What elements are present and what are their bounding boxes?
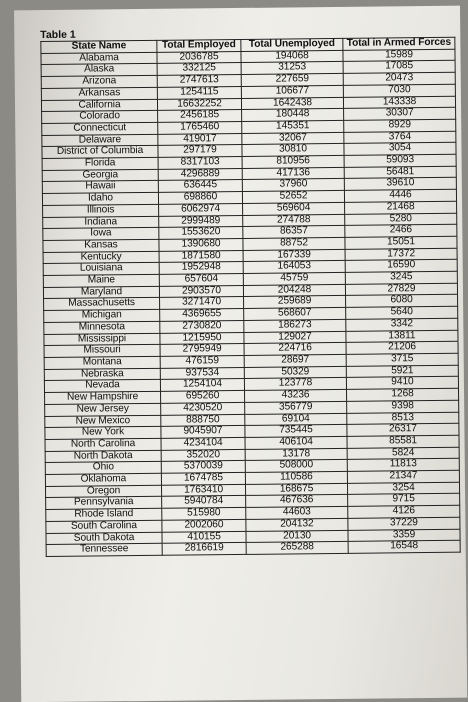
- armed-forces-cell: 39610: [344, 178, 456, 191]
- unemployed-cell: 406104: [245, 436, 347, 449]
- state-name-cell: Oklahoma: [45, 473, 161, 486]
- state-name-cell: Maine: [43, 274, 159, 287]
- state-name-cell: Iowa: [43, 228, 159, 241]
- state-name-cell: Florida: [42, 157, 158, 170]
- state-name-cell: Alaska: [41, 64, 157, 77]
- employed-cell: 515980: [162, 508, 246, 521]
- employed-cell: 4230520: [161, 402, 245, 415]
- state-name-cell: Kentucky: [43, 251, 159, 264]
- employed-cell: 1674785: [161, 472, 245, 485]
- state-name-cell: New Mexico: [45, 415, 161, 428]
- state-name-cell: Delaware: [42, 134, 158, 147]
- unemployed-cell: 52652: [242, 191, 344, 204]
- unemployed-cell: 44603: [246, 506, 348, 519]
- state-name-cell: Georgia: [42, 169, 158, 182]
- employed-cell: 1871580: [159, 250, 243, 263]
- employed-cell: 9045907: [161, 426, 245, 439]
- armed-forces-cell: 3254: [347, 482, 459, 495]
- state-name-cell: Kansas: [43, 239, 159, 252]
- employed-cell: 937534: [160, 367, 244, 380]
- state-name-cell: Massachusetts: [44, 298, 160, 311]
- armed-forces-cell: 30307: [344, 107, 456, 120]
- unemployed-cell: 106677: [241, 85, 343, 98]
- state-name-cell: Indiana: [43, 216, 159, 229]
- employed-cell: 332125: [157, 63, 241, 76]
- employed-cell: 2903570: [159, 285, 243, 298]
- state-name-cell: Louisiana: [43, 263, 159, 276]
- state-name-cell: Mississippi: [44, 333, 160, 346]
- unemployed-cell: 129027: [244, 331, 346, 344]
- employed-cell: 6062974: [159, 203, 243, 216]
- armed-forces-cell: 21206: [346, 341, 458, 354]
- unemployed-cell: 417136: [242, 167, 344, 180]
- armed-forces-cell: 8513: [347, 412, 459, 425]
- unemployed-cell: 204248: [243, 284, 345, 297]
- state-name-cell: District of Columbia: [42, 146, 158, 159]
- employed-cell: 476159: [160, 355, 244, 368]
- table-caption: Table 1: [40, 28, 76, 42]
- unemployed-cell: 204132: [246, 518, 348, 531]
- unemployed-cell: 180448: [242, 109, 344, 122]
- armed-forces-cell: 143338: [343, 96, 455, 109]
- employed-cell: 2002060: [162, 519, 246, 532]
- unemployed-cell: 467636: [246, 495, 348, 508]
- employed-cell: 352020: [161, 449, 245, 462]
- data-table: [40, 37, 460, 557]
- state-name-cell: North Dakota: [45, 450, 161, 463]
- state-name-cell: Illinois: [43, 204, 159, 217]
- unemployed-cell: 810956: [242, 155, 344, 168]
- state-name-cell: Arizona: [41, 75, 157, 88]
- armed-forces-cell: 17372: [345, 248, 457, 261]
- state-name-cell: Nevada: [44, 380, 160, 393]
- column-header-armed-forces: Total in Armed Forces: [343, 37, 455, 50]
- armed-forces-cell: 9715: [348, 494, 460, 507]
- employed-cell: 2999489: [159, 215, 243, 228]
- employed-cell: 698860: [158, 192, 242, 205]
- employed-cell: 636445: [158, 180, 242, 193]
- employed-cell: 5370039: [161, 461, 245, 474]
- unemployed-cell: 265288: [246, 542, 348, 555]
- unemployed-cell: 20130: [246, 530, 348, 543]
- unemployed-cell: 110586: [245, 471, 347, 484]
- unemployed-cell: 164053: [243, 261, 345, 274]
- armed-forces-cell: 85581: [347, 435, 459, 448]
- armed-forces-cell: 5280: [345, 213, 457, 226]
- unemployed-cell: 86357: [243, 226, 345, 239]
- unemployed-cell: 43236: [245, 389, 347, 402]
- state-name-cell: Colorado: [42, 111, 158, 124]
- armed-forces-cell: 13811: [346, 330, 458, 343]
- armed-forces-cell: 6080: [346, 295, 458, 308]
- unemployed-cell: 259689: [244, 296, 346, 309]
- armed-forces-cell: 8929: [344, 119, 456, 132]
- unemployed-cell: 186273: [244, 319, 346, 332]
- state-name-cell: Oregon: [45, 485, 161, 498]
- state-name-cell: North Carolina: [45, 438, 161, 451]
- employed-cell: 888750: [161, 414, 245, 427]
- employed-cell: 4369655: [160, 309, 244, 322]
- state-name-cell: Montana: [44, 356, 160, 369]
- state-name-cell: Arkansas: [41, 87, 157, 100]
- state-name-cell: Ohio: [45, 462, 161, 475]
- unemployed-cell: 50329: [244, 366, 346, 379]
- armed-forces-cell: 59093: [344, 154, 456, 167]
- armed-forces-cell: 21347: [347, 470, 459, 483]
- employed-cell: 3271470: [160, 297, 244, 310]
- unemployed-cell: 274788: [243, 214, 345, 227]
- unemployed-cell: 88752: [243, 237, 345, 250]
- state-name-cell: Tennessee: [46, 544, 162, 557]
- state-name-cell: South Dakota: [46, 532, 162, 545]
- armed-forces-cell: 15989: [343, 49, 455, 62]
- employed-cell: 8317103: [158, 156, 242, 169]
- employed-cell: 2795949: [160, 344, 244, 357]
- unemployed-cell: 123778: [244, 378, 346, 391]
- unemployed-cell: 568607: [244, 308, 346, 321]
- unemployed-cell: 32067: [242, 132, 344, 145]
- unemployed-cell: 31253: [241, 62, 343, 75]
- armed-forces-cell: 5640: [346, 306, 458, 319]
- state-name-cell: Hawaii: [42, 181, 158, 194]
- employed-cell: 657604: [159, 274, 243, 287]
- unemployed-cell: 569604: [243, 202, 345, 215]
- employed-cell: 4234104: [161, 437, 245, 450]
- unemployed-cell: 45759: [243, 272, 345, 285]
- state-name-cell: Nebraska: [44, 368, 160, 381]
- armed-forces-cell: 9398: [347, 400, 459, 413]
- employed-cell: 2730820: [160, 320, 244, 333]
- armed-forces-cell: 4126: [348, 505, 460, 518]
- state-name-cell: New Jersey: [45, 403, 161, 416]
- employed-cell: 1553620: [159, 227, 243, 240]
- armed-forces-cell: 15051: [345, 236, 457, 249]
- state-name-cell: Connecticut: [42, 122, 158, 135]
- unemployed-cell: 145351: [242, 120, 344, 133]
- armed-forces-cell: 21468: [345, 201, 457, 214]
- armed-forces-cell: 3764: [344, 131, 456, 144]
- table-row: [46, 540, 460, 556]
- unemployed-cell: 167339: [243, 249, 345, 262]
- employed-cell: 1765460: [158, 121, 242, 134]
- employed-cell: 1390680: [159, 238, 243, 251]
- unemployed-cell: 224716: [244, 343, 346, 356]
- armed-forces-cell: 37229: [348, 517, 460, 530]
- armed-forces-cell: 1268: [347, 388, 459, 401]
- column-header-unemployed: Total Unemployed: [241, 38, 343, 51]
- armed-forces-cell: 5824: [347, 447, 459, 460]
- armed-forces-cell: 11813: [347, 459, 459, 472]
- state-name-cell: Rhode Island: [46, 508, 162, 521]
- unemployed-cell: 28697: [244, 354, 346, 367]
- employed-cell: 2456185: [158, 110, 242, 123]
- armed-forces-cell: 3342: [346, 318, 458, 331]
- employed-cell: 1254104: [160, 379, 244, 392]
- employed-cell: 16632252: [157, 98, 241, 111]
- employed-cell: 1215950: [160, 332, 244, 345]
- state-name-cell: Alabama: [41, 52, 157, 65]
- unemployed-cell: 37960: [242, 179, 344, 192]
- armed-forces-cell: 16548: [348, 540, 460, 553]
- armed-forces-cell: 16590: [345, 260, 457, 273]
- state-name-cell: Missouri: [44, 345, 160, 358]
- state-name-cell: Pennsylvania: [46, 497, 162, 510]
- armed-forces-cell: 3245: [345, 271, 457, 284]
- state-name-cell: New Hampshire: [45, 391, 161, 404]
- employed-cell: 2816619: [162, 543, 246, 556]
- unemployed-cell: 227659: [241, 74, 343, 87]
- unemployed-cell: 168675: [245, 483, 347, 496]
- employed-cell: 1952948: [159, 262, 243, 275]
- employed-cell: 4296889: [158, 168, 242, 181]
- employed-cell: 297179: [158, 145, 242, 158]
- state-name-cell: Idaho: [42, 192, 158, 205]
- state-name-cell: California: [41, 99, 157, 112]
- state-name-cell: Maryland: [43, 286, 159, 299]
- unemployed-cell: 194068: [241, 50, 343, 63]
- armed-forces-cell: 4446: [344, 189, 456, 202]
- employed-cell: 1254115: [157, 86, 241, 99]
- armed-forces-cell: 9410: [346, 377, 458, 390]
- armed-forces-cell: 3359: [348, 529, 460, 542]
- unemployed-cell: 69104: [245, 413, 347, 426]
- column-header-employed: Total Employed: [157, 39, 241, 52]
- unemployed-cell: 1642438: [241, 97, 343, 110]
- armed-forces-cell: 17085: [343, 61, 455, 74]
- employed-cell: 2036785: [157, 51, 241, 64]
- state-name-cell: South Carolina: [46, 520, 162, 533]
- employed-cell: 1763410: [161, 484, 245, 497]
- unemployed-cell: 356779: [245, 401, 347, 414]
- unemployed-cell: 30810: [242, 144, 344, 157]
- employed-cell: 419017: [158, 133, 242, 146]
- state-name-cell: New York: [45, 427, 161, 440]
- table-body: [41, 49, 460, 557]
- column-header-state: State Name: [41, 40, 157, 53]
- unemployed-cell: 508000: [245, 460, 347, 473]
- unemployed-cell: 735445: [245, 425, 347, 438]
- armed-forces-cell: 56481: [344, 166, 456, 179]
- armed-forces-cell: 5921: [346, 365, 458, 378]
- employed-cell: 695260: [161, 391, 245, 404]
- employed-cell: 2747613: [157, 75, 241, 88]
- employed-cell: 410155: [162, 531, 246, 544]
- state-name-cell: Michigan: [44, 309, 160, 322]
- armed-forces-cell: 20473: [343, 72, 455, 85]
- armed-forces-cell: 3054: [344, 143, 456, 156]
- armed-forces-cell: 27829: [345, 283, 457, 296]
- employed-cell: 5940784: [162, 496, 246, 509]
- armed-forces-cell: 3715: [346, 353, 458, 366]
- paper-sheet: [14, 6, 467, 702]
- unemployed-cell: 13178: [245, 448, 347, 461]
- armed-forces-cell: 7030: [343, 84, 455, 97]
- state-name-cell: Minnesota: [44, 321, 160, 334]
- armed-forces-cell: 2466: [345, 224, 457, 237]
- armed-forces-cell: 26317: [347, 423, 459, 436]
